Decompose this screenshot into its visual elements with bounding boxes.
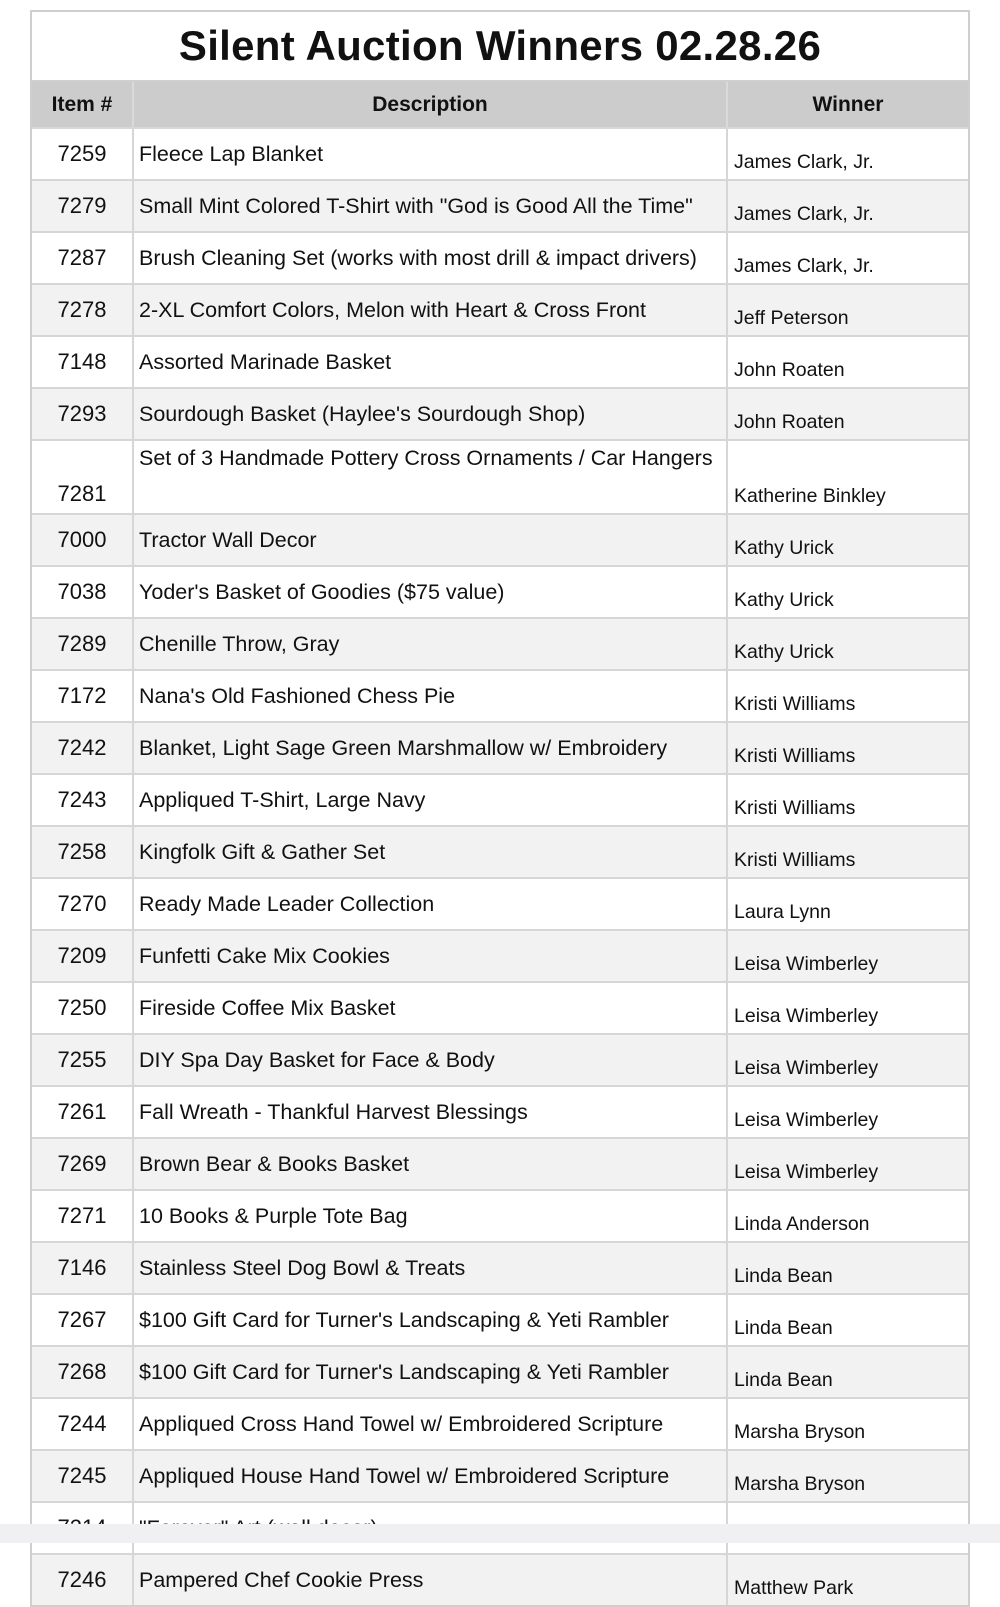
item-number-cell: 7268 [32, 1346, 133, 1398]
item-number-cell: 7244 [32, 1398, 133, 1450]
description-cell: 10 Books & Purple Tote Bag [133, 1190, 727, 1242]
item-number-cell: 7267 [32, 1294, 133, 1346]
winners-table [32, 82, 968, 1605]
item-number-cell: 7261 [32, 1086, 133, 1138]
winner-cell: Matthew Park [727, 1554, 968, 1605]
item-number-cell: 7279 [32, 180, 133, 232]
item-number-cell: 7209 [32, 930, 133, 982]
item-number-cell: 7000 [32, 514, 133, 566]
description-cell: Nana's Old Fashioned Chess Pie [133, 670, 727, 722]
table-row [32, 1242, 968, 1294]
winner-cell: Leisa Wimberley [727, 1086, 968, 1138]
item-number-cell: 7250 [32, 982, 133, 1034]
item-number-cell: 7255 [32, 1034, 133, 1086]
item-number-cell: 7269 [32, 1138, 133, 1190]
table-row [32, 514, 968, 566]
description-cell: Brown Bear & Books Basket [133, 1138, 727, 1190]
table-row [32, 284, 968, 336]
item-number-cell: 7278 [32, 284, 133, 336]
table-row [32, 618, 968, 670]
item-number-cell: 7289 [32, 618, 133, 670]
description-cell: Stainless Steel Dog Bowl & Treats [133, 1242, 727, 1294]
winner-cell: John Roaten [727, 388, 968, 440]
description-cell: 2-XL Comfort Colors, Melon with Heart & Cross Front [133, 284, 727, 336]
description-cell: Appliqued House Hand Towel w/ Embroidered Scripture [133, 1450, 727, 1502]
item-number-cell: 7243 [32, 774, 133, 826]
winner-cell: Leisa Wimberley [727, 1034, 968, 1086]
winner-cell: Kristi Williams [727, 722, 968, 774]
description-cell: Small Mint Colored T-Shirt with "God is Good All the Time" [133, 180, 727, 232]
winner-cell: Linda Bean [727, 1346, 968, 1398]
table-row [32, 232, 968, 284]
table-row [32, 1398, 968, 1450]
table-row [32, 826, 968, 878]
page-title: Silent Auction Winners 02.28.26 [178, 22, 822, 69]
title-row [32, 12, 968, 82]
table-row [32, 1554, 968, 1605]
item-number-cell: 7281 [32, 440, 133, 514]
description-cell: Fleece Lap Blanket [133, 128, 727, 180]
table-row [32, 1138, 968, 1190]
description-cell: Fall Wreath - Thankful Harvest Blessings [133, 1086, 727, 1138]
winner-cell: Kristi Williams [727, 774, 968, 826]
description-cell: Assorted Marinade Basket [133, 336, 727, 388]
winner-cell: Kristi Williams [727, 826, 968, 878]
winner-cell: Kathy Urick [727, 566, 968, 618]
table-row [32, 1346, 968, 1398]
description-cell: Blanket, Light Sage Green Marshmallow w/ Embroidery [133, 722, 727, 774]
column-header-winner: Winner [727, 82, 968, 128]
table-row [32, 670, 968, 722]
winner-cell: Linda Anderson [727, 1190, 968, 1242]
table-body [32, 128, 968, 1605]
item-number-cell: 7148 [32, 336, 133, 388]
table-row [32, 1294, 968, 1346]
table-row [32, 878, 968, 930]
description-cell: $100 Gift Card for Turner's Landscaping & Yeti Rambler [133, 1294, 727, 1346]
description-cell: Kingfolk Gift & Gather Set [133, 826, 727, 878]
winner-cell: Marsha Bryson [727, 1398, 968, 1450]
item-number-cell: 7287 [32, 232, 133, 284]
winner-cell: Katherine Binkley [727, 440, 968, 514]
table-row [32, 1086, 968, 1138]
winner-cell: Marsha Bryson [727, 1450, 968, 1502]
description-cell: Pampered Chef Cookie Press [133, 1554, 727, 1605]
description-cell: $100 Gift Card for Turner's Landscaping & Yeti Rambler [133, 1346, 727, 1398]
winner-cell: James Clark, Jr. [727, 232, 968, 284]
table-row [32, 128, 968, 180]
winner-cell: Kathy Urick [727, 514, 968, 566]
table-row [32, 388, 968, 440]
winner-cell: Kathy Urick [727, 618, 968, 670]
description-cell: Funfetti Cake Mix Cookies [133, 930, 727, 982]
description-cell: Ready Made Leader Collection [133, 878, 727, 930]
table-row [32, 336, 968, 388]
item-number-cell: 7259 [32, 128, 133, 180]
table-row [32, 180, 968, 232]
table-row [32, 722, 968, 774]
table-row [32, 440, 968, 514]
description-cell: Chenille Throw, Gray [133, 618, 727, 670]
table-row [32, 1034, 968, 1086]
header-row [32, 82, 968, 128]
winner-cell: Linda Bean [727, 1294, 968, 1346]
description-cell: Brush Cleaning Set (works with most drill & impact drivers) [133, 232, 727, 284]
winner-cell: Leisa Wimberley [727, 930, 968, 982]
item-number-cell: 7245 [32, 1450, 133, 1502]
item-number-cell: 7038 [32, 566, 133, 618]
description-cell: Tractor Wall Decor [133, 514, 727, 566]
winner-cell: Leisa Wimberley [727, 1138, 968, 1190]
description-cell: DIY Spa Day Basket for Face & Body [133, 1034, 727, 1086]
winner-cell: Laura Lynn [727, 878, 968, 930]
description-cell: Sourdough Basket (Haylee's Sourdough Shop) [133, 388, 727, 440]
winner-cell: James Clark, Jr. [727, 180, 968, 232]
description-cell: Yoder's Basket of Goodies ($75 value) [133, 566, 727, 618]
winner-cell: Leisa Wimberley [727, 982, 968, 1034]
column-header-item: Item # [32, 82, 133, 128]
item-number-cell: 7172 [32, 670, 133, 722]
table-row [32, 566, 968, 618]
table-row [32, 1190, 968, 1242]
item-number-cell: 7146 [32, 1242, 133, 1294]
table-row [32, 930, 968, 982]
description-cell: Set of 3 Handmade Pottery Cross Ornaments / Car Hangers [133, 440, 727, 514]
bottom-bar [0, 1524, 1000, 1543]
table-row [32, 1450, 968, 1502]
column-header-description: Description [133, 82, 727, 128]
winner-cell: John Roaten [727, 336, 968, 388]
description-cell: Appliqued Cross Hand Towel w/ Embroidered Scripture [133, 1398, 727, 1450]
item-number-cell: 7293 [32, 388, 133, 440]
item-number-cell: 7270 [32, 878, 133, 930]
winner-cell: Jeff Peterson [727, 284, 968, 336]
description-cell: Appliqued T-Shirt, Large Navy [133, 774, 727, 826]
winner-cell: Linda Bean [727, 1242, 968, 1294]
winner-cell: Kristi Williams [727, 670, 968, 722]
item-number-cell: 7246 [32, 1554, 133, 1605]
description-cell: Fireside Coffee Mix Basket [133, 982, 727, 1034]
winners-sheet [30, 10, 970, 1607]
winner-cell: James Clark, Jr. [727, 128, 968, 180]
table-row [32, 774, 968, 826]
table-row [32, 982, 968, 1034]
item-number-cell: 7271 [32, 1190, 133, 1242]
item-number-cell: 7258 [32, 826, 133, 878]
item-number-cell: 7242 [32, 722, 133, 774]
